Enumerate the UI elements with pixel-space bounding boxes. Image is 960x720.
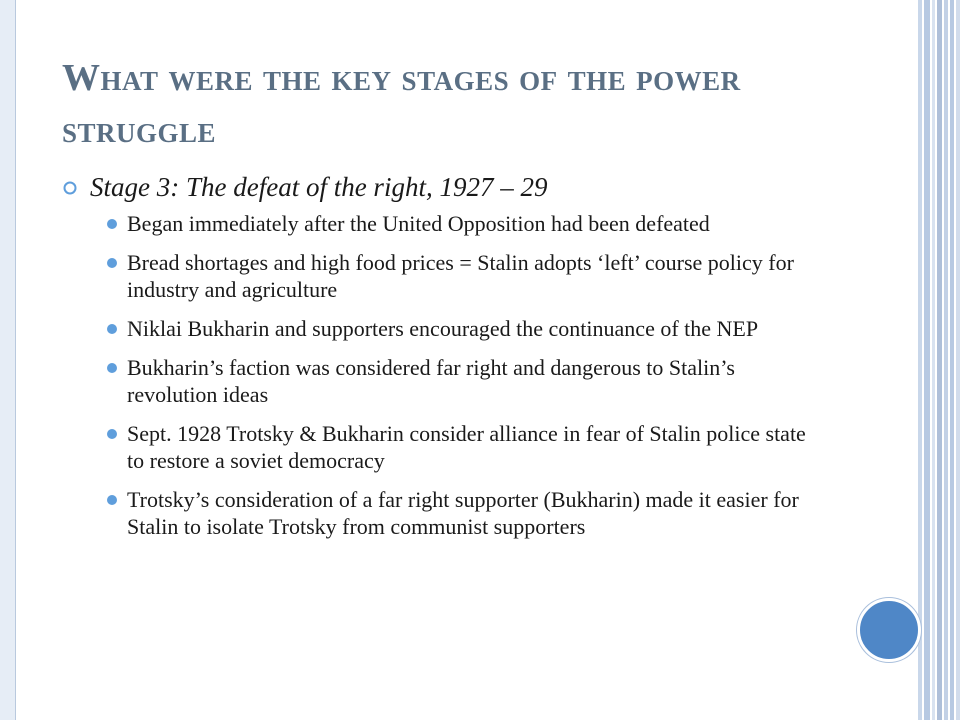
left-frame-border — [0, 0, 16, 720]
blue-circle-decoration — [857, 598, 921, 662]
stripe — [956, 0, 960, 720]
filled-dot-bullet-icon — [107, 429, 117, 439]
open-circle-bullet-icon — [62, 180, 78, 196]
filled-dot-bullet-icon — [107, 219, 117, 229]
list-item — [62, 354, 822, 408]
list-item — [62, 249, 822, 303]
bullet-list — [62, 210, 822, 540]
right-stripe-decoration — [918, 0, 960, 720]
list-item-text: Trotsky’s consideration of a far right supporter (Bukharin) made it easier for Stalin to isolate Trotsky from communist supporters — [127, 487, 799, 539]
list-item-text: Bukharin’s faction was considered far right and dangerous to Stalin’s revolution ideas — [127, 355, 735, 407]
list-item — [62, 420, 822, 474]
filled-dot-bullet-icon — [107, 495, 117, 505]
stage-heading: Stage 3: The defeat of the right, 1927 – 29 — [90, 172, 548, 202]
filled-dot-bullet-icon — [107, 324, 117, 334]
slide-title: What were the key stages of the power struggle — [62, 57, 741, 151]
stripe — [924, 0, 930, 720]
stripe — [937, 0, 942, 720]
filled-dot-bullet-icon — [107, 258, 117, 268]
stripe — [944, 0, 948, 720]
list-item — [62, 210, 822, 237]
stripe — [918, 0, 922, 720]
list-item-text: Began immediately after the United Opposition had been defeated — [127, 211, 710, 236]
list-item-text: Sept. 1928 Trotsky & Bukharin consider alliance in fear of Stalin police state to restore a soviet democracy — [127, 421, 806, 473]
stripe — [950, 0, 954, 720]
slide-content — [62, 170, 822, 552]
list-item-text: Niklai Bukharin and supporters encouraged the continuance of the NEP — [127, 316, 759, 341]
list-item-text: Bread shortages and high food prices = Stalin adopts ‘left’ course policy for industry and agriculture — [127, 250, 794, 302]
list-item — [62, 486, 822, 540]
list-item — [62, 315, 822, 342]
heading-bullet — [62, 170, 822, 204]
stripe — [932, 0, 935, 720]
filled-dot-bullet-icon — [107, 363, 117, 373]
